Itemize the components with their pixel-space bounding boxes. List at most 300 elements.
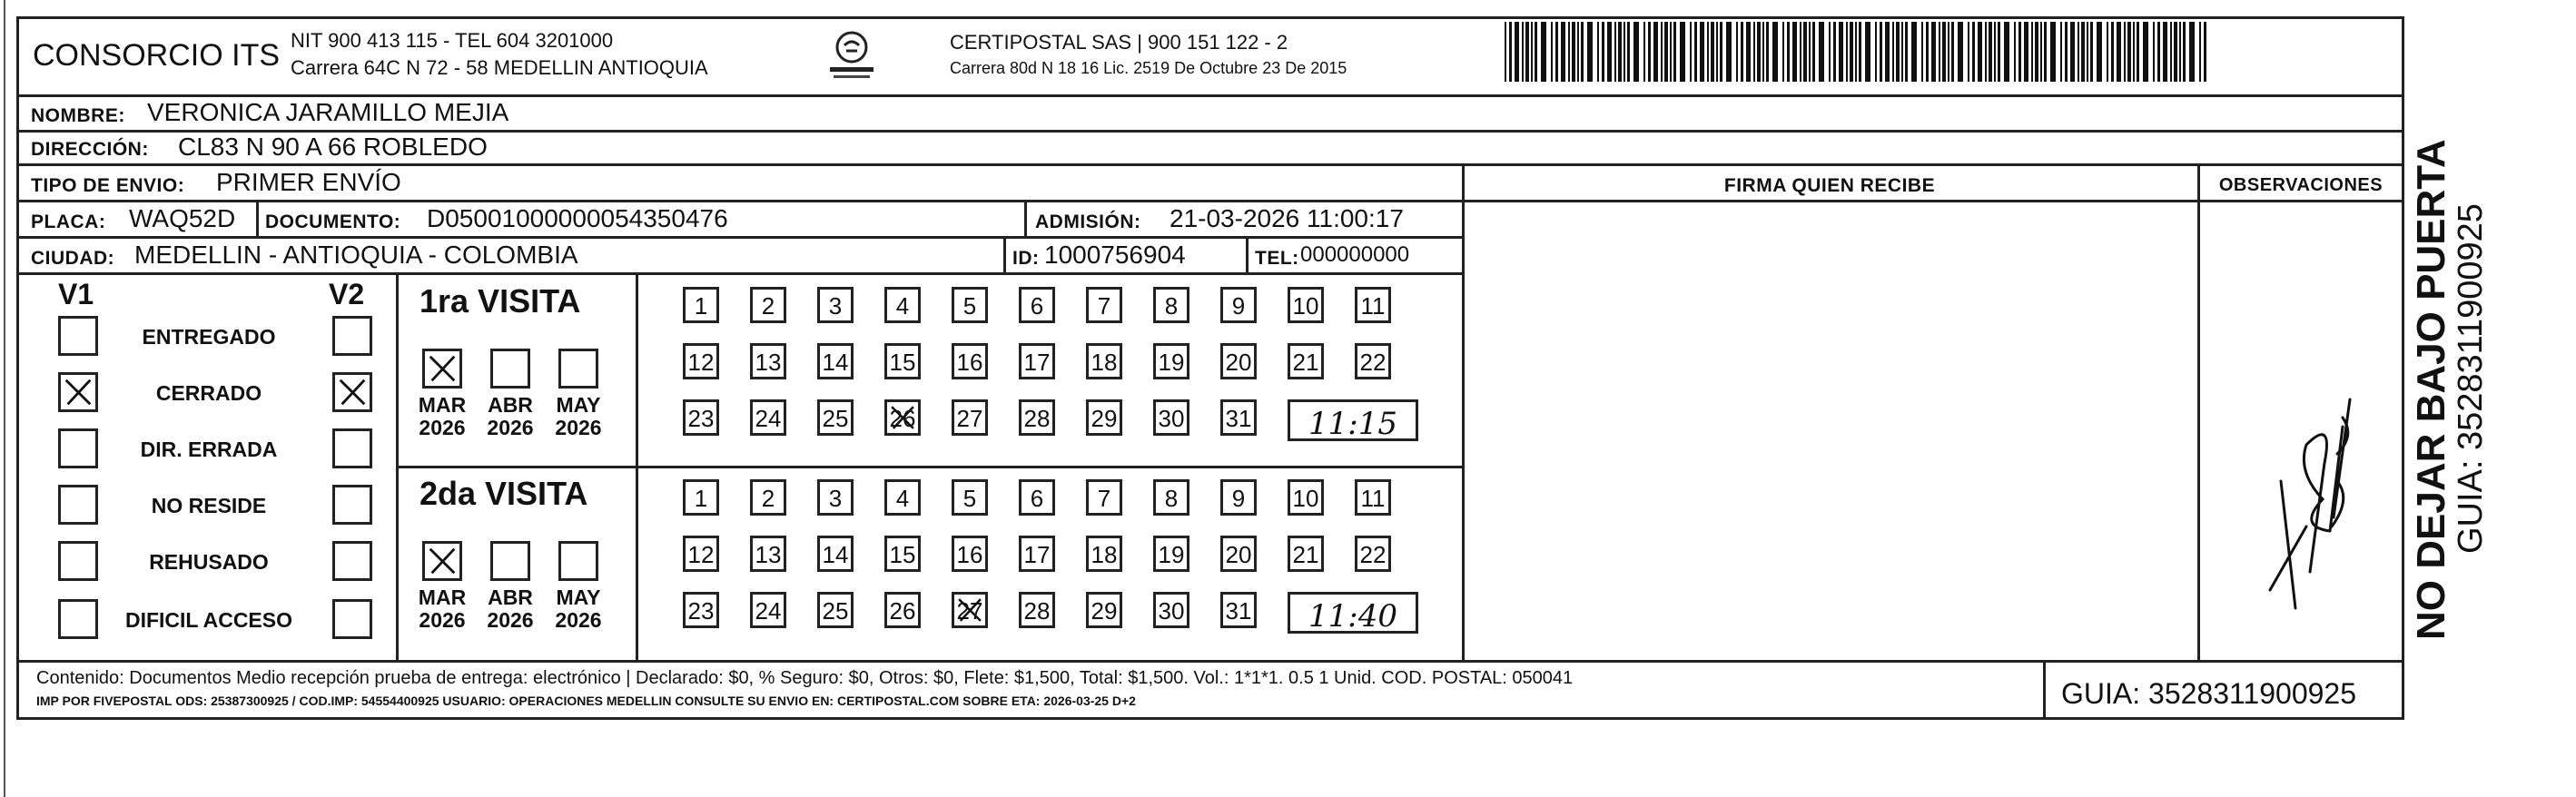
day-number: 15 — [889, 541, 916, 568]
day-number: 16 — [956, 349, 983, 376]
visit1-day-5[interactable] — [952, 287, 988, 323]
certipostal-logo — [824, 27, 879, 84]
day-number: 25 — [822, 405, 849, 432]
month-year: 2026 — [419, 608, 466, 633]
visit1-day-31[interactable] — [1220, 399, 1257, 436]
observaciones-header: OBSERVACIONES — [2218, 175, 2384, 195]
barcode-bar — [1664, 22, 1668, 82]
visit1-day-9[interactable] — [1220, 287, 1257, 323]
barcode-bar — [1787, 22, 1790, 82]
visit1-month-label — [410, 394, 474, 440]
barcode-bar — [1850, 22, 1853, 82]
visit2-day-3[interactable] — [817, 479, 854, 516]
rule-header — [16, 94, 2404, 97]
day-number: 31 — [1225, 597, 1252, 625]
documento-value: D05001000000054350476 — [427, 204, 728, 232]
barcode-bar — [2143, 22, 2148, 82]
visit1-day-29[interactable] — [1086, 399, 1122, 436]
barcode-bar — [1885, 22, 1890, 82]
visit2-day-29[interactable] — [1086, 592, 1122, 628]
visit2-day-15[interactable] — [884, 536, 921, 572]
barcode-bar — [2004, 22, 2009, 82]
outer-border-bottom — [16, 717, 2404, 720]
barcode-bar — [1522, 22, 1524, 82]
visit2-day-18[interactable] — [1086, 536, 1122, 572]
status-label: NO RESIDE — [151, 494, 267, 517]
barcode-bar — [1951, 22, 1954, 82]
day-number: 28 — [1023, 405, 1051, 432]
barcode-bar — [2163, 22, 2167, 82]
month-year: 2026 — [419, 416, 466, 440]
barcode-bar — [1572, 22, 1575, 82]
day-number: 15 — [889, 349, 916, 376]
visit1-day-20[interactable] — [1220, 343, 1257, 379]
visit1-month-label — [479, 394, 542, 440]
company-nit: NIT 900 413 115 - TEL 604 3201000 — [291, 29, 614, 52]
day-number: 5 — [962, 292, 977, 320]
visit1-day-10[interactable] — [1288, 287, 1324, 323]
day-number: 18 — [1091, 349, 1118, 376]
visit1-day-24[interactable] — [750, 399, 786, 436]
visit1-day-17[interactable] — [1019, 343, 1055, 379]
visit2-day-5[interactable] — [952, 479, 988, 516]
barcode-bar — [1602, 22, 1604, 82]
barcode-bar — [2065, 22, 2068, 82]
day-number: 19 — [1158, 541, 1185, 568]
visit2-day-12[interactable] — [683, 536, 719, 572]
barcode-bar — [1865, 22, 1870, 82]
v2-checkbox-3[interactable] — [332, 485, 372, 525]
barcode-bar — [2117, 22, 2121, 82]
month-year: 2026 — [555, 416, 602, 440]
visit1-day-15[interactable] — [884, 343, 921, 379]
id-label: ID: — [1012, 248, 1040, 269]
no-dejar-bajo-puerta: NO DEJAR BAJO PUERTA — [2409, 139, 2453, 640]
barcode-bar — [1643, 22, 1645, 82]
v1-checkbox-2[interactable] — [58, 428, 98, 468]
barcode-bar — [1746, 22, 1751, 82]
barcode-bar — [2124, 22, 2126, 82]
day-number: 4 — [895, 485, 910, 512]
col-admision-left — [1024, 200, 1027, 238]
barcode-bar — [2111, 22, 2114, 82]
id-value: 1000756904 — [1044, 241, 1186, 269]
day-number: 17 — [1023, 349, 1051, 376]
barcode-bar — [2183, 22, 2186, 82]
visit2-day-19[interactable] — [1153, 536, 1189, 572]
visit1-day-23[interactable] — [683, 399, 719, 436]
barcode-bar — [1720, 22, 1722, 82]
day-number: 20 — [1225, 541, 1252, 568]
visit2-day-16[interactable] — [952, 536, 988, 572]
direccion-label: DIRECCIÓN: — [31, 139, 149, 160]
barcode-bar — [1614, 22, 1616, 82]
visit2-day-17[interactable] — [1019, 536, 1055, 572]
day-number: 30 — [1158, 405, 1185, 432]
status-label: DIR. ERRADA — [140, 438, 278, 461]
visit2-day-6[interactable] — [1019, 479, 1055, 516]
barcode-bar — [1555, 22, 1558, 82]
visit2-day-4[interactable] — [884, 479, 921, 516]
barcode-bar — [1561, 22, 1565, 82]
admision-label: ADMISIÓN: — [1035, 212, 1141, 232]
col-months-right — [636, 272, 638, 663]
visit1-day-25[interactable] — [817, 399, 854, 436]
v1-checkbox-5[interactable] — [58, 599, 98, 639]
visit1-day-16[interactable] — [952, 343, 988, 379]
day-number: 24 — [755, 597, 782, 625]
day-number: 22 — [1359, 541, 1387, 568]
barcode-bar — [1531, 22, 1533, 82]
day-number: 20 — [1225, 349, 1252, 376]
barcode-bar — [1690, 22, 1692, 82]
month-name: ABR — [488, 393, 533, 417]
day-number: 11 — [1360, 292, 1386, 320]
day-number: 28 — [1023, 597, 1051, 625]
barcode-bar — [1711, 22, 1714, 82]
barcode-bar — [1568, 22, 1570, 82]
visit1-day-14[interactable] — [817, 343, 854, 379]
visit1-day-6[interactable] — [1019, 287, 1055, 323]
barcode-bar — [1661, 22, 1663, 82]
day-number: 29 — [1091, 405, 1118, 432]
barcode-bar — [1541, 22, 1546, 82]
barcode — [1501, 20, 2227, 85]
barcode-bar — [1653, 22, 1658, 82]
visit2-day-21[interactable] — [1288, 536, 1324, 572]
rule-tipo — [16, 200, 1462, 202]
day-number: 30 — [1158, 597, 1185, 625]
day-number: 3 — [828, 485, 843, 512]
day-number: 23 — [687, 405, 715, 432]
day-number: 13 — [755, 349, 782, 376]
ciudad-label: CIUDAD: — [31, 248, 115, 269]
barcode-bar — [1525, 22, 1529, 82]
barcode-bar — [1839, 22, 1843, 82]
v2-checkbox-2[interactable] — [332, 428, 372, 468]
v1-checkbox-3[interactable] — [58, 485, 98, 525]
visit2-day-8[interactable] — [1153, 479, 1189, 516]
visit2-day-30[interactable] — [1153, 592, 1189, 628]
day-number: 26 — [889, 597, 916, 625]
visit2-day-11[interactable] — [1355, 479, 1391, 516]
barcode-bar — [1509, 22, 1512, 82]
status-label: REHUSADO — [149, 550, 269, 574]
v1-checkbox-4[interactable] — [58, 541, 98, 581]
day-number: 22 — [1359, 349, 1387, 376]
footer-guia: GUIA: 3528311900925 — [2061, 677, 2356, 710]
barcode-bar — [1581, 22, 1584, 82]
visit1-month-checkbox[interactable] — [558, 349, 598, 389]
barcode-bar — [2153, 22, 2155, 82]
visit2-title: 2da VISITA — [419, 475, 588, 512]
barcode-bar — [1819, 22, 1824, 82]
v2-checkbox-5[interactable] — [332, 599, 372, 639]
visit2-day-10[interactable] — [1288, 479, 1324, 516]
barcode-bar — [1972, 22, 1975, 82]
placa-value: WAQ52D — [129, 204, 236, 232]
status-label: CERRADO — [155, 381, 262, 405]
visit2-month-label — [479, 586, 542, 633]
v2-checkbox-0[interactable] — [332, 316, 372, 356]
visit2-month-checkbox[interactable] — [558, 541, 598, 581]
visit1-day-28[interactable] — [1019, 399, 1055, 436]
visit2-day-1[interactable] — [683, 479, 719, 516]
day-number: 7 — [1097, 292, 1111, 320]
visit1-day-21[interactable] — [1288, 343, 1324, 379]
day-number: 1 — [694, 485, 708, 512]
barcode-bar — [2179, 22, 2181, 82]
barcode-bar — [1859, 22, 1861, 82]
barcode-bar — [1855, 22, 1857, 82]
barcode-bar — [2070, 22, 2075, 82]
outer-border-right — [2402, 16, 2404, 719]
barcode-bar — [2050, 22, 2056, 82]
col-id-left — [1003, 236, 1006, 274]
visit2-day-24[interactable] — [750, 592, 786, 628]
visit1-day-13[interactable] — [750, 343, 786, 379]
visit1-day-7[interactable] — [1086, 287, 1122, 323]
visit1-day-30[interactable] — [1153, 399, 1189, 436]
barcode-bar — [2018, 22, 2021, 82]
col-firma-left — [1462, 163, 1465, 663]
barcode-bar — [1627, 22, 1630, 82]
day-number: 2 — [761, 485, 775, 512]
day-number: 21 — [1292, 541, 1319, 568]
nombre-label: NOMBRE: — [31, 105, 125, 126]
footer-guia-left — [2043, 660, 2046, 720]
day-number: 18 — [1091, 541, 1118, 568]
day-number: 25 — [822, 597, 849, 625]
recipient-signature — [2243, 345, 2361, 617]
visit1-day-3[interactable] — [817, 287, 854, 323]
day-number: 27 — [956, 597, 983, 625]
barcode-bar — [2060, 22, 2062, 82]
v1-checkbox-1[interactable] — [58, 372, 98, 412]
barcode-bar — [1911, 22, 1917, 82]
visit1-day-8[interactable] — [1153, 287, 1189, 323]
visit1-day-12[interactable] — [683, 343, 719, 379]
barcode-bar — [1998, 22, 2000, 82]
visit2-day-7[interactable] — [1086, 479, 1122, 516]
barcode-bar — [1757, 22, 1761, 82]
barcode-bar — [1994, 22, 1996, 82]
visit1-month-checkbox[interactable] — [422, 349, 462, 389]
month-name: ABR — [488, 585, 533, 609]
barcode-bar — [1948, 22, 1949, 82]
outer-border-left — [16, 16, 19, 719]
visit2-day-2[interactable] — [750, 479, 786, 516]
barcode-bar — [1931, 22, 1936, 82]
barcode-bar — [1753, 22, 1755, 82]
direccion-value: CL83 N 90 A 66 ROBLEDO — [178, 133, 488, 161]
company-address: Carrera 64C N 72 - 58 MEDELLIN ANTIOQUIA — [291, 56, 708, 79]
visit1-month-checkbox[interactable] — [490, 349, 530, 389]
tel-value: 000000000 — [1300, 242, 1410, 267]
visit2-day-20[interactable] — [1220, 536, 1257, 572]
tipo-envio-value: PRIMER ENVÍO — [216, 168, 401, 196]
visit1-day-26[interactable] — [884, 399, 921, 436]
rule-footer — [16, 660, 2404, 663]
barcode-bar — [1515, 22, 1519, 82]
visit1-day-4[interactable] — [884, 287, 921, 323]
ciudad-value: MEDELLIN - ANTIOQUIA - COLOMBIA — [134, 241, 578, 269]
visit2-day-23[interactable] — [683, 592, 719, 628]
courier-name: CERTIPOSTAL SAS | 900 151 122 - 2 — [950, 31, 1288, 54]
barcode-bar — [1896, 22, 1900, 82]
month-year: 2026 — [487, 608, 534, 633]
barcode-bar — [1892, 22, 1894, 82]
visit1-time-box[interactable] — [1288, 399, 1418, 441]
month-name: MAY — [556, 393, 601, 417]
courier-address: Carrera 80d N 18 16 Lic. 2519 De Octubre 23 De 2015 — [950, 59, 1347, 77]
barcode-bar — [1985, 22, 1987, 82]
barcode-bar — [1875, 22, 1877, 82]
barcode-bar — [2035, 22, 2038, 82]
barcode-bar — [1772, 22, 1778, 82]
col-placa-right — [256, 200, 259, 238]
barcode-bar — [2199, 22, 2201, 82]
day-number: 12 — [687, 349, 715, 376]
day-number: 27 — [956, 405, 983, 432]
visit2-day-22[interactable] — [1355, 536, 1391, 572]
day-number: 16 — [956, 541, 983, 568]
barcode-bar — [2081, 22, 2085, 82]
month-year: 2026 — [487, 416, 534, 440]
visit2-day-13[interactable] — [750, 536, 786, 572]
col-tel-left — [1246, 236, 1249, 274]
visit1-day-18[interactable] — [1086, 343, 1122, 379]
day-number: 1 — [694, 292, 708, 320]
day-number: 13 — [755, 541, 782, 568]
barcode-bar — [2044, 22, 2047, 82]
barcode-bar — [2014, 22, 2016, 82]
visit1-day-11[interactable] — [1355, 287, 1391, 323]
side-guia: GUIA: 3528311900925 — [2452, 203, 2490, 554]
v2-label: V2 — [329, 278, 365, 310]
barcode-bar — [2107, 22, 2108, 82]
col-observaciones-left — [2197, 163, 2200, 663]
barcode-bar — [2133, 22, 2135, 82]
day-number: 6 — [1030, 485, 1044, 512]
barcode-bar — [1958, 22, 1963, 82]
month-name: MAY — [556, 585, 601, 609]
v2-checkbox-1[interactable] — [332, 372, 372, 412]
visit1-day-27[interactable] — [952, 399, 988, 436]
barcode-bar — [1670, 22, 1672, 82]
visit1-title: 1ra VISITA — [419, 282, 581, 320]
placa-label: PLACA: — [31, 212, 106, 232]
barcode-bar — [1587, 22, 1593, 82]
barcode-bar — [1978, 22, 1982, 82]
barcode-bar — [2024, 22, 2028, 82]
day-number: 5 — [962, 485, 977, 512]
barcode-bar — [2031, 22, 2033, 82]
v2-checkbox-4[interactable] — [332, 541, 372, 581]
barcode-bar — [2174, 22, 2177, 82]
day-number: 29 — [1091, 597, 1118, 625]
day-number: 14 — [822, 349, 849, 376]
visit2-month-checkbox[interactable] — [490, 541, 530, 581]
visit1-day-1[interactable] — [683, 287, 719, 323]
visit2-day-25[interactable] — [817, 592, 854, 628]
barcode-bar — [1736, 22, 1738, 82]
visit1-month-label — [547, 394, 610, 440]
visit2-month-label — [410, 586, 474, 633]
visit2-day-28[interactable] — [1019, 592, 1055, 628]
tipo-envio-label: TIPO DE ENVIO: — [31, 175, 185, 196]
barcode-bar — [1700, 22, 1704, 82]
barcode-bar — [2040, 22, 2042, 82]
day-number: 7 — [1097, 485, 1111, 512]
visit2-month-checkbox[interactable] — [422, 541, 462, 581]
barcode-bar — [2189, 22, 2195, 82]
barcode-bar — [1880, 22, 1882, 82]
visit1-day-2[interactable] — [750, 287, 786, 323]
company-name: CONSORCIO ITS — [33, 38, 281, 73]
day-number: 4 — [895, 292, 910, 320]
rule-direccion — [16, 163, 2404, 166]
day-number: 10 — [1292, 485, 1319, 512]
barcode-bar — [1680, 22, 1685, 82]
col-status-right — [396, 272, 399, 663]
barcode-bar — [1535, 22, 1537, 82]
v1-checkbox-0[interactable] — [58, 316, 98, 356]
barcode-bar — [2157, 22, 2160, 82]
day-number: 31 — [1225, 405, 1252, 432]
day-number: 17 — [1023, 541, 1051, 568]
barcode-bar — [1624, 22, 1625, 82]
rule-firma-header — [1462, 200, 2404, 202]
month-name: MAR — [418, 393, 467, 417]
outer-border-top — [16, 16, 2404, 19]
visit2-day-26[interactable] — [884, 592, 921, 628]
day-number: 11 — [1360, 485, 1386, 512]
day-number: 2 — [761, 292, 775, 320]
visit2-day-9[interactable] — [1220, 479, 1257, 516]
visit2-day-27[interactable] — [952, 592, 988, 628]
barcode-bar — [2097, 22, 2102, 82]
barcode-bar — [1726, 22, 1732, 82]
barcode-bar — [1782, 22, 1784, 82]
barcode-bar — [1809, 22, 1811, 82]
day-number: 8 — [1164, 292, 1179, 320]
visit2-day-14[interactable] — [817, 536, 854, 572]
barcode-bar — [1905, 22, 1908, 82]
day-number: 3 — [828, 292, 843, 320]
barcode-bar — [1968, 22, 1969, 82]
visit1-day-22[interactable] — [1355, 343, 1391, 379]
rule-visit-divider — [396, 466, 1462, 468]
barcode-bar — [1577, 22, 1579, 82]
nombre-value: VERONICA JARAMILLO MEJIA — [147, 98, 509, 126]
barcode-bar — [1942, 22, 1946, 82]
visit2-day-31[interactable] — [1220, 592, 1257, 628]
visit2-month-label — [547, 586, 610, 633]
tel-label: TEL: — [1255, 248, 1299, 269]
barcode-bar — [1707, 22, 1709, 82]
visit1-day-19[interactable] — [1153, 343, 1189, 379]
barcode-bar — [1829, 22, 1831, 82]
status-label: ENTREGADO — [142, 325, 276, 349]
visit2-time-box[interactable] — [1288, 592, 1418, 634]
status-label: DIFICIL ACCESO — [124, 608, 292, 632]
barcode-bar — [2087, 22, 2088, 82]
day-number: 8 — [1164, 485, 1179, 512]
barcode-bar — [1926, 22, 1929, 82]
day-number: 23 — [687, 597, 715, 625]
day-number: 26 — [889, 405, 916, 432]
